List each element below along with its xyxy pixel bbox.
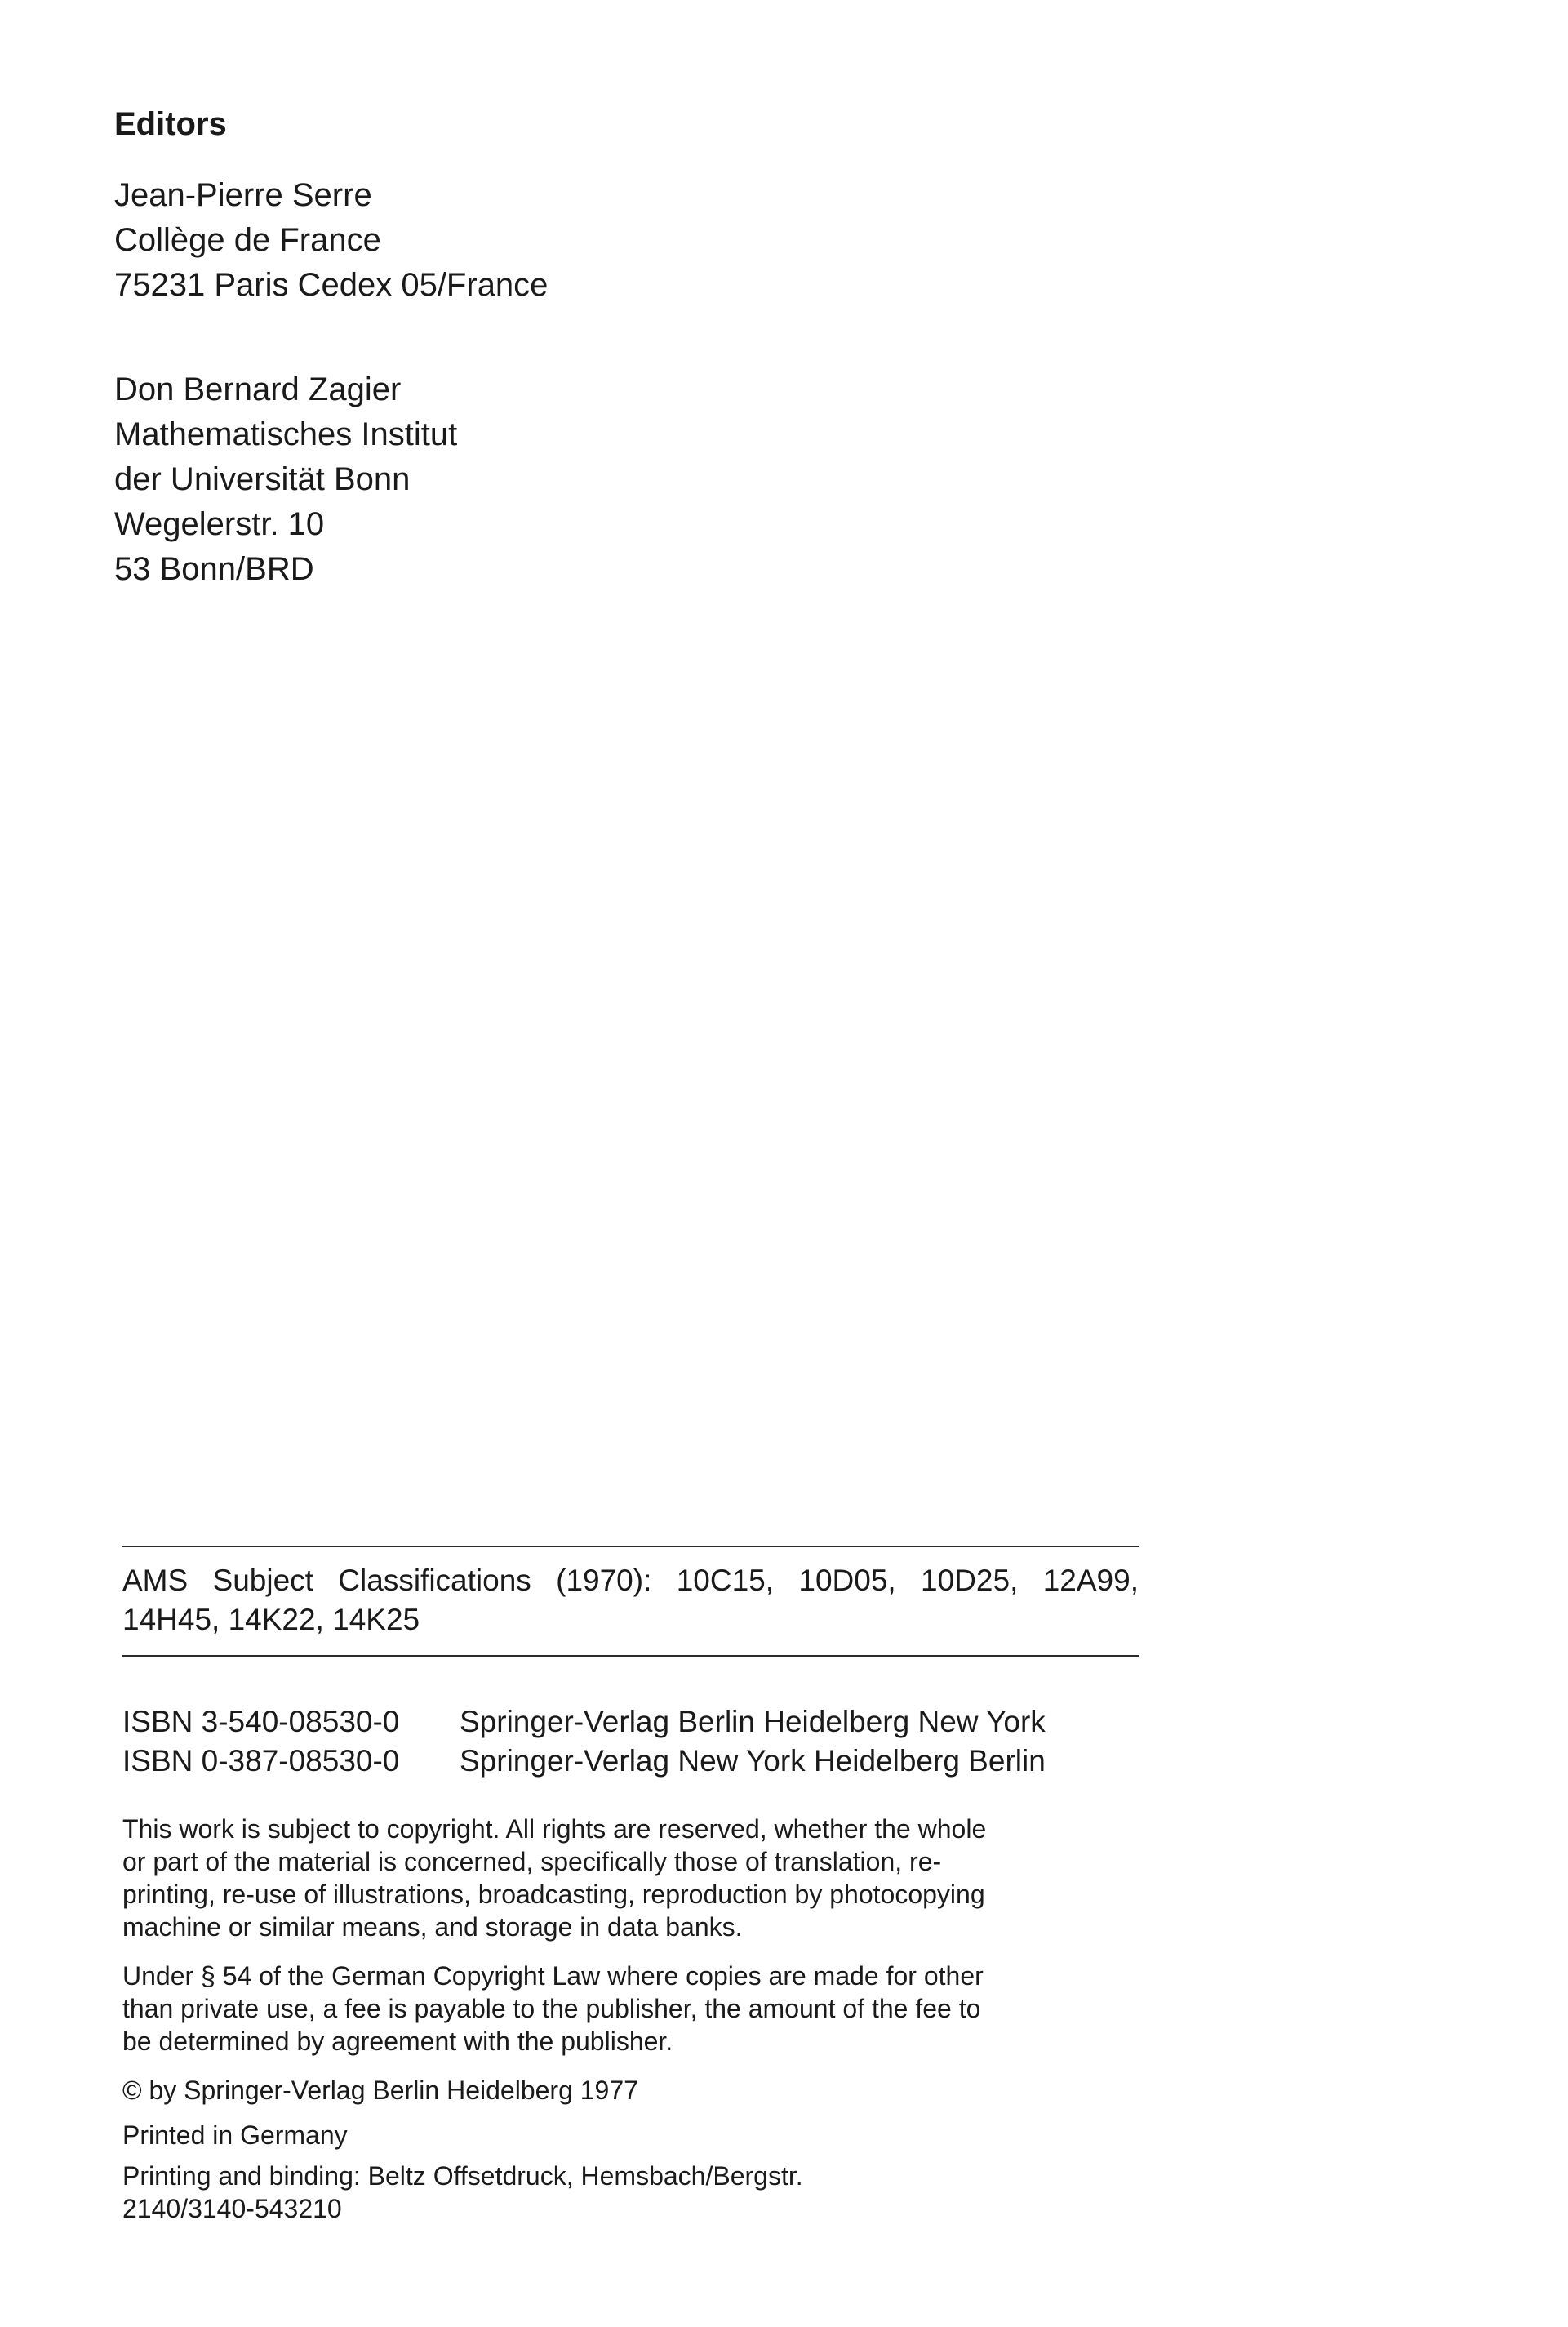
- isbn-number: ISBN 0-387-08530-0: [122, 1744, 400, 1778]
- editor-institution: Collège de France: [114, 222, 381, 258]
- notice-line: be determined by agreement with the publisher.: [122, 2027, 673, 2056]
- ams-classification-line: AMS Subject Classifications (1970): 10C15, 10D05, 10D25, 12A99,: [122, 1564, 1139, 1597]
- printing-binding: Printing and binding: Beltz Offsetdruck, Hemsbach/Bergstr.: [122, 2161, 803, 2191]
- copyright-icon: ©: [122, 2076, 142, 2105]
- rights-notice: [122, 1813, 1143, 1943]
- notice-line: or part of the material is concerned, specifically those of translation, re-: [122, 1847, 942, 1876]
- editor-street: Wegelerstr. 10: [114, 506, 325, 542]
- isbn-publisher: Springer-Verlag New York Heidelberg Berlin: [460, 1744, 1046, 1778]
- ams-classification-line: 14H45, 14K22, 14K25: [122, 1603, 420, 1636]
- isbn-number: ISBN 3-540-08530-0: [122, 1705, 400, 1738]
- notice-line: machine or similar means, and storage in data banks.: [122, 1912, 743, 1942]
- editors-heading: Editors: [114, 106, 227, 142]
- notice-line: Under § 54 of the German Copyright Law where copies are made for other: [122, 1961, 984, 1991]
- editor-city: 75231 Paris Cedex 05/France: [114, 267, 549, 303]
- notice-line: printing, re-use of illustrations, broadcasting, reproduction by photocopying: [122, 1880, 985, 1909]
- editor-address-serre: [114, 173, 548, 308]
- isbn-publisher: Springer-Verlag Berlin Heidelberg New York: [460, 1705, 1046, 1738]
- isbn-row: [122, 1702, 1046, 1742]
- copyright-line: [122, 2074, 638, 2107]
- notice-line: than private use, a fee is payable to the publisher, the amount of the fee to: [122, 1994, 981, 2023]
- printed-in: Printed in Germany: [122, 2120, 348, 2150]
- classification-divider-bottom: [122, 1655, 1139, 1657]
- editor-name: Don Bernard Zagier: [114, 372, 402, 407]
- editor-university: der Universität Bonn: [114, 461, 411, 497]
- isbn-row: [122, 1742, 1046, 1781]
- ams-classification: [122, 1561, 1139, 1640]
- copyright-text: by Springer-Verlag Berlin Heidelberg 1977: [149, 2076, 638, 2105]
- editor-city: 53 Bonn/BRD: [114, 551, 314, 587]
- classification-divider-top: [122, 1546, 1139, 1547]
- editor-address-zagier: [114, 367, 457, 592]
- editor-institution: Mathematisches Institut: [114, 416, 458, 452]
- editor-name: Jean-Pierre Serre: [114, 177, 372, 213]
- copyright-law-notice: [122, 1960, 1143, 2058]
- notice-line: This work is subject to copyright. All rights are reserved, whether the whole: [122, 1814, 987, 1844]
- isbn-list: [122, 1702, 1046, 1781]
- print-code: 2140/3140-543210: [122, 2194, 342, 2223]
